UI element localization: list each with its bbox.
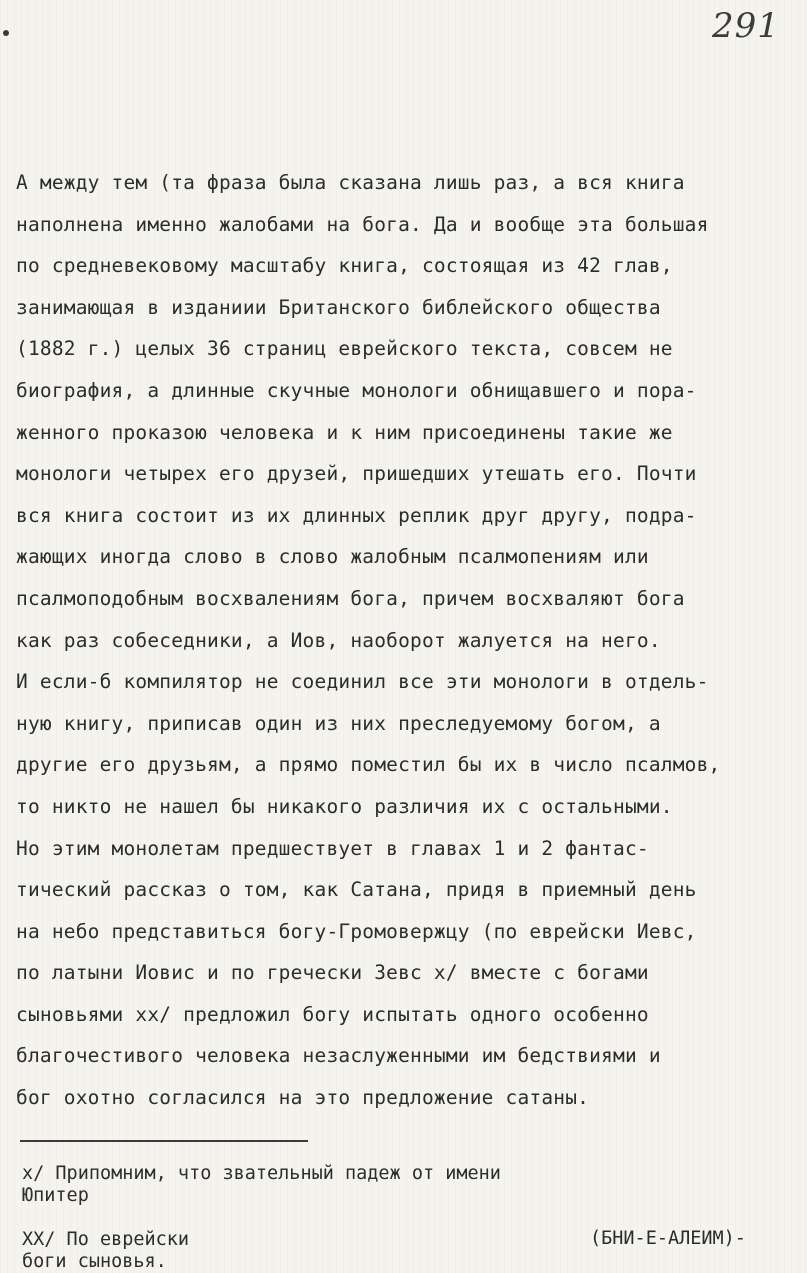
text-line: занимающая в изданиии Британского библейского общества <box>16 295 661 319</box>
footnotes <box>22 1163 802 1273</box>
text-line: другие его друзьям, а прямо поместил бы их в число псалмов, <box>16 753 721 777</box>
text-line: женного проказою человека и к ним присоединены такие же <box>16 420 673 444</box>
text-line: по средневековому масштабу книга, состоящая из 42 глав, <box>16 254 673 278</box>
text-line: как раз собеседники, а Иов, наоборот жалуется на него. <box>16 628 661 652</box>
footnote-1-line-2: Юпитер <box>22 1185 89 1206</box>
text-line: жающих иногда слово в слово жалобным псалмопениям или <box>16 545 649 569</box>
text-line: благочестивого человека незаслуженными им бедствиями и <box>16 1044 661 1068</box>
footnote-2-line-2: боги сыновья. <box>22 1251 167 1272</box>
text-line: по латыни Иовис и по гречески Зевс x/ вместе с богами <box>16 961 649 985</box>
footnote-divider <box>20 1140 308 1142</box>
text-line: то никто не нашел бы никакого различия их с остальными. <box>16 794 673 818</box>
text-line: И если-б компилятор не соединил все эти монологи в отдель- <box>16 670 709 694</box>
text-line: бог охотно согласился на это предложение сатаны. <box>16 1086 590 1110</box>
body-text <box>16 162 806 1119</box>
text-line: монологи четырех его друзей, пришедших утешать его. Почти <box>16 462 697 486</box>
footnote-2-line-1: XX/ По еврейски <box>22 1229 190 1250</box>
text-line: биография, а длинные скучные монологи обнищавшего и пора- <box>16 378 697 402</box>
text-line: псалмоподобным восхвалениям бога, причем восхваляют бога <box>16 586 685 610</box>
ink-dot <box>3 30 9 36</box>
text-line: наполнена именно жалобами на бога. Да и вообще эта большая <box>16 212 709 236</box>
text-line: А между тем (та фраза была сказана лишь раз, а вся книга <box>16 171 685 194</box>
text-line: ную книгу, приписав один из них преследуемому богом, а <box>16 711 661 735</box>
text-line: Но этим монолетам предшествует в главах 1 и 2 фантас- <box>16 836 649 860</box>
text-line: (1882 г.) целых 36 страниц еврейского текста, совсем не <box>16 337 673 361</box>
footnote-1-line-1: x/ Припомним, что звательный падеж от имени <box>22 1163 501 1184</box>
text-line: сыновьями xx/ предложил богу испытать одного особенно <box>16 1002 649 1026</box>
text-line: на небо представиться богу-Громовержцу (по еврейски Иевс, <box>16 919 697 943</box>
page-number: 291 <box>712 6 780 46</box>
text-line: вся книга состоит из их длинных реплик друг другу, подра- <box>16 503 697 527</box>
text-line: тический рассказ о том, как Сатана, придя в приемный день <box>16 878 697 902</box>
footnote-2-transliteration: (БНИ-Е-АЛЕИМ)- <box>590 1228 746 1249</box>
